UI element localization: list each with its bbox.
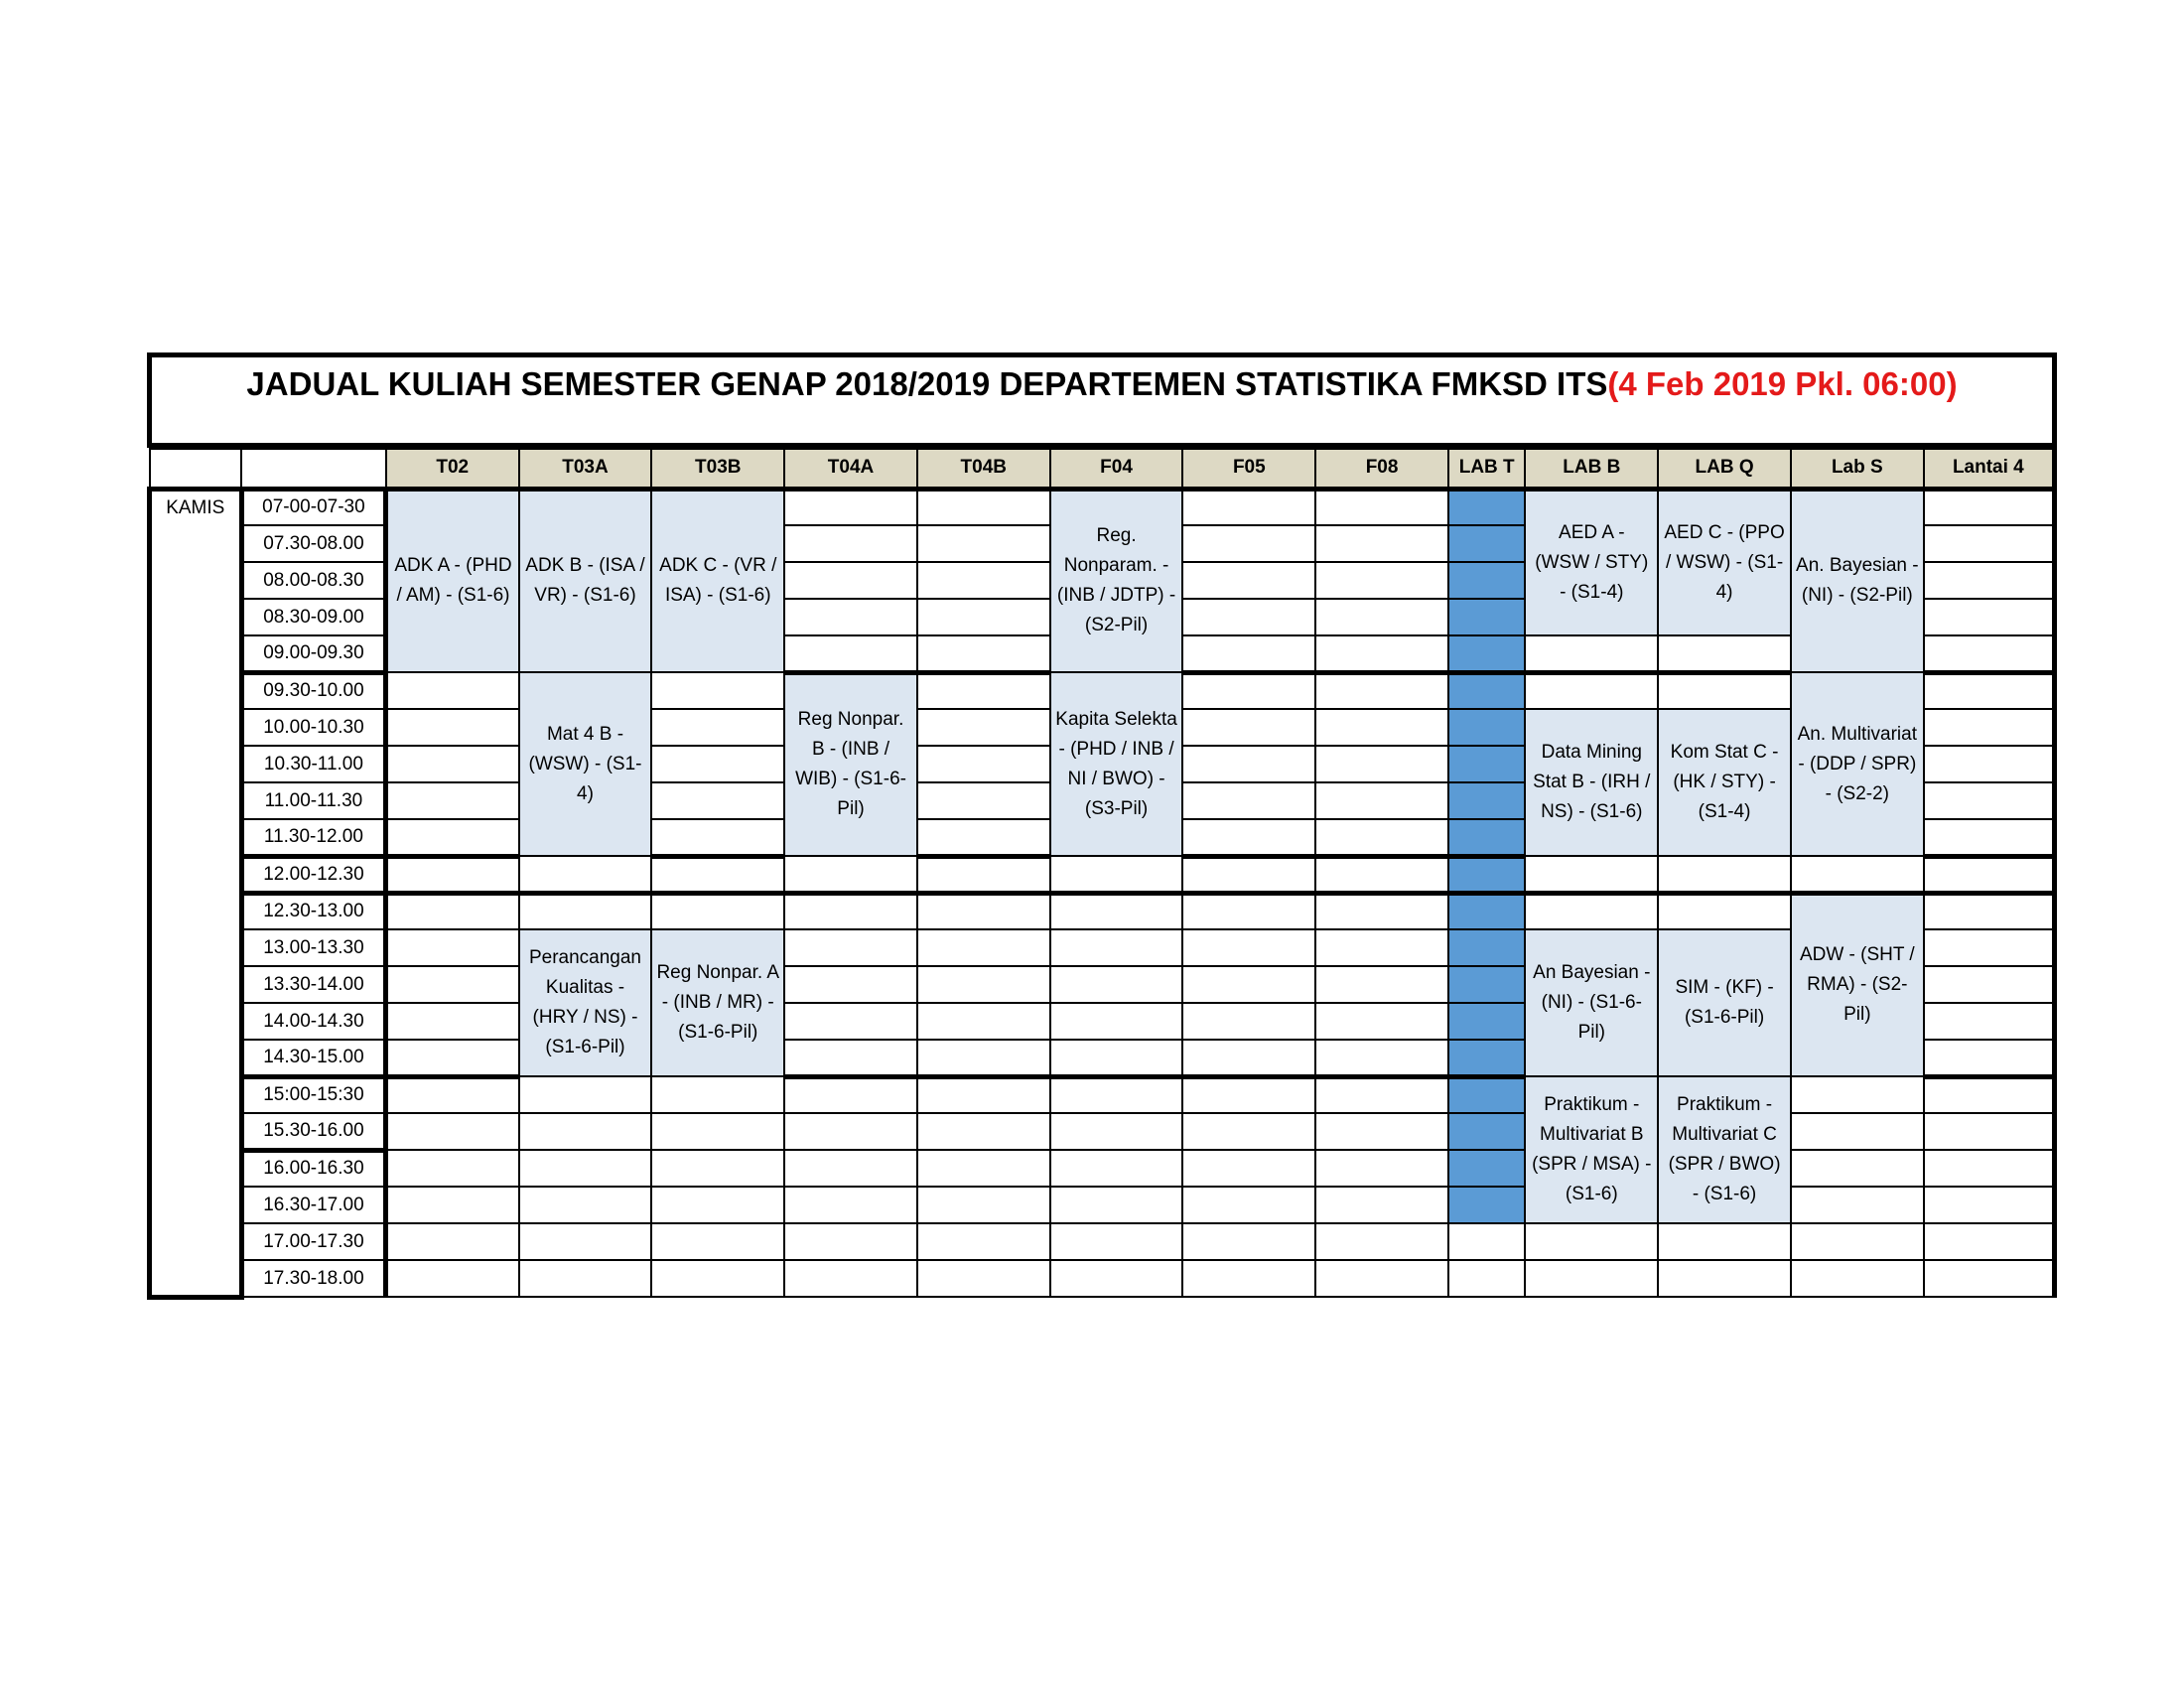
- day-label: KAMIS: [150, 489, 242, 1297]
- empty-slot[interactable]: [1924, 782, 2055, 819]
- empty-slot[interactable]: [1315, 1150, 1448, 1187]
- room-header: F08: [1315, 449, 1448, 489]
- title-box: [147, 352, 2057, 448]
- lab-blocked-cell: [1448, 1113, 1525, 1150]
- empty-slot[interactable]: [1050, 1223, 1183, 1260]
- empty-slot[interactable]: [1315, 746, 1448, 782]
- time-slot: 07-00-07-30: [241, 489, 386, 525]
- empty-slot[interactable]: [1315, 929, 1448, 966]
- empty-slot[interactable]: [784, 966, 917, 1003]
- empty-slot[interactable]: [1658, 1260, 1791, 1297]
- empty-slot[interactable]: [386, 966, 519, 1003]
- empty-slot[interactable]: [1315, 1076, 1448, 1113]
- empty-slot[interactable]: [651, 709, 784, 746]
- empty-slot[interactable]: [1525, 635, 1658, 672]
- empty-slot[interactable]: [1182, 1003, 1315, 1040]
- title-date: (4 Feb 2019 Pkl. 06:00): [1607, 365, 1958, 402]
- empty-slot[interactable]: [519, 1076, 652, 1113]
- lab-blocked-cell: [1448, 525, 1525, 562]
- room-header: F05: [1182, 449, 1315, 489]
- room-header: Lab S: [1791, 449, 1924, 489]
- time-slot: 10.00-10.30: [241, 709, 386, 746]
- empty-slot[interactable]: [1924, 709, 2055, 746]
- time-slot: 16.00-16.30: [241, 1150, 386, 1187]
- empty-slot[interactable]: [1924, 1260, 2055, 1297]
- empty-slot[interactable]: [1791, 856, 1924, 893]
- empty-slot[interactable]: [519, 1223, 652, 1260]
- empty-slot[interactable]: [1658, 856, 1791, 893]
- course-block[interactable]: ADK C - (VR / ISA) - (S1-6): [651, 489, 784, 672]
- empty-slot[interactable]: [1315, 966, 1448, 1003]
- empty-slot[interactable]: [1050, 856, 1183, 893]
- empty-slot[interactable]: [1924, 1223, 2055, 1260]
- time-slot: 12.30-13.00: [241, 893, 386, 929]
- empty-slot[interactable]: [651, 1260, 784, 1297]
- empty-slot[interactable]: [784, 489, 917, 525]
- empty-slot[interactable]: [386, 746, 519, 782]
- course-block[interactable]: Kapita Selekta - (PHD / INB / NI / BWO) - (S3-Pil): [1050, 672, 1183, 856]
- empty-slot[interactable]: [1182, 1113, 1315, 1150]
- empty-slot[interactable]: [386, 1040, 519, 1076]
- empty-slot[interactable]: [917, 635, 1050, 672]
- empty-slot[interactable]: [917, 893, 1050, 929]
- header-blank-day: [150, 449, 242, 489]
- empty-slot[interactable]: [519, 893, 652, 929]
- empty-slot[interactable]: [1315, 489, 1448, 525]
- course-block[interactable]: ADK B - (ISA / VR) - (S1-6): [519, 489, 652, 672]
- empty-slot[interactable]: [917, 1040, 1050, 1076]
- empty-slot[interactable]: [1924, 635, 2055, 672]
- room-header: T02: [386, 449, 519, 489]
- empty-slot[interactable]: [1050, 1187, 1183, 1223]
- room-header: LAB Q: [1658, 449, 1791, 489]
- empty-slot[interactable]: [519, 1260, 652, 1297]
- lab-blocked-cell: [1448, 1187, 1525, 1223]
- time-slot: 17.00-17.30: [241, 1223, 386, 1260]
- time-slot: 10.30-11.00: [241, 746, 386, 782]
- empty-slot[interactable]: [1182, 966, 1315, 1003]
- empty-slot[interactable]: [1315, 1187, 1448, 1223]
- empty-slot[interactable]: [1315, 1040, 1448, 1076]
- empty-slot[interactable]: [386, 1223, 519, 1260]
- empty-slot[interactable]: [519, 1150, 652, 1187]
- empty-slot[interactable]: [651, 782, 784, 819]
- empty-slot[interactable]: [651, 1150, 784, 1187]
- empty-slot[interactable]: [386, 1187, 519, 1223]
- course-block[interactable]: ADW - (SHT / RMA) - (S2-Pil): [1791, 893, 1924, 1076]
- empty-slot[interactable]: [1924, 599, 2055, 635]
- course-block[interactable]: AED A - (WSW / STY) - (S1-4): [1525, 489, 1658, 635]
- time-slot: 09.00-09.30: [241, 635, 386, 672]
- time-slot: 14.00-14.30: [241, 1003, 386, 1040]
- lab-blocked-cell: [1448, 782, 1525, 819]
- time-slot: 08.30-09.00: [241, 599, 386, 635]
- empty-slot[interactable]: [386, 1150, 519, 1187]
- course-block[interactable]: Data Mining Stat B - (IRH / NS) - (S1-6): [1525, 709, 1658, 856]
- empty-slot[interactable]: [1924, 819, 2055, 856]
- empty-slot[interactable]: [917, 819, 1050, 856]
- empty-slot[interactable]: [1315, 709, 1448, 746]
- empty-slot[interactable]: [784, 1040, 917, 1076]
- empty-slot[interactable]: [1182, 709, 1315, 746]
- empty-slot[interactable]: [1182, 599, 1315, 635]
- empty-slot[interactable]: [1525, 1223, 1658, 1260]
- empty-slot[interactable]: [1050, 1003, 1183, 1040]
- empty-slot[interactable]: [917, 672, 1050, 709]
- empty-slot[interactable]: [519, 856, 652, 893]
- time-slot: 09.30-10.00: [241, 672, 386, 709]
- room-header: T04A: [784, 449, 917, 489]
- empty-slot[interactable]: [917, 1076, 1050, 1113]
- empty-slot[interactable]: [1924, 856, 2055, 893]
- empty-slot[interactable]: [1182, 782, 1315, 819]
- empty-slot[interactable]: [1658, 1223, 1791, 1260]
- course-block[interactable]: ADK A - (PHD / AM) - (S1-6): [386, 489, 519, 672]
- empty-slot[interactable]: [1182, 672, 1315, 709]
- empty-slot[interactable]: [386, 856, 519, 893]
- empty-slot[interactable]: [917, 599, 1050, 635]
- empty-slot[interactable]: [1182, 1040, 1315, 1076]
- empty-slot[interactable]: [784, 635, 917, 672]
- empty-slot[interactable]: [784, 1187, 917, 1223]
- empty-slot[interactable]: [386, 819, 519, 856]
- empty-slot[interactable]: [1924, 489, 2055, 525]
- course-block[interactable]: An. Multivariat - (DDP / SPR) - (S2-2): [1791, 672, 1924, 856]
- room-header: LAB B: [1525, 449, 1658, 489]
- empty-slot[interactable]: [1182, 489, 1315, 525]
- lab-blocked-cell: [1448, 819, 1525, 856]
- empty-slot[interactable]: [519, 1187, 652, 1223]
- empty-slot[interactable]: [917, 856, 1050, 893]
- empty-slot[interactable]: [386, 929, 519, 966]
- empty-slot[interactable]: [917, 562, 1050, 599]
- empty-slot[interactable]: [784, 893, 917, 929]
- empty-slot[interactable]: [519, 1113, 652, 1150]
- time-slot: 13.30-14.00: [241, 966, 386, 1003]
- empty-slot[interactable]: [1924, 746, 2055, 782]
- empty-slot[interactable]: [1182, 746, 1315, 782]
- empty-slot[interactable]: [1182, 1187, 1315, 1223]
- empty-slot[interactable]: [651, 893, 784, 929]
- empty-slot[interactable]: [651, 1076, 784, 1113]
- empty-slot[interactable]: [784, 525, 917, 562]
- empty-slot[interactable]: [651, 856, 784, 893]
- empty-slot[interactable]: [386, 1076, 519, 1113]
- course-block[interactable]: Kom Stat C - (HK / STY) - (S1-4): [1658, 709, 1791, 856]
- header-blank-time: [241, 449, 386, 489]
- empty-slot[interactable]: [917, 489, 1050, 525]
- empty-slot[interactable]: [1924, 1076, 2055, 1113]
- empty-slot[interactable]: [1791, 1076, 1924, 1113]
- empty-slot[interactable]: [784, 1260, 917, 1297]
- course-block[interactable]: Reg. Nonparam. - (INB / JDTP) - (S2-Pil): [1050, 489, 1183, 672]
- empty-slot[interactable]: [1050, 1150, 1183, 1187]
- empty-slot[interactable]: [1525, 1260, 1658, 1297]
- empty-slot[interactable]: [917, 1113, 1050, 1150]
- empty-slot[interactable]: [917, 1150, 1050, 1187]
- lab-blocked-cell: [1448, 489, 1525, 525]
- lab-blocked-cell: [1448, 562, 1525, 599]
- empty-slot[interactable]: [1182, 525, 1315, 562]
- empty-slot[interactable]: [1182, 856, 1315, 893]
- empty-slot[interactable]: [1315, 856, 1448, 893]
- empty-slot[interactable]: [917, 782, 1050, 819]
- empty-slot[interactable]: [1182, 1223, 1315, 1260]
- empty-slot[interactable]: [784, 562, 917, 599]
- lab-blocked-cell: [1448, 1150, 1525, 1187]
- empty-slot[interactable]: [1182, 635, 1315, 672]
- time-slot: 14.30-15.00: [241, 1040, 386, 1076]
- empty-slot[interactable]: [1791, 1223, 1924, 1260]
- empty-slot[interactable]: [784, 1076, 917, 1113]
- empty-slot[interactable]: [1050, 1113, 1183, 1150]
- empty-slot[interactable]: [386, 1260, 519, 1297]
- title-main: JADUAL KULIAH SEMESTER GENAP 2018/2019 DEPARTEMEN STATISTIKA FMKSD ITS: [246, 365, 1608, 402]
- lab-blocked-cell: [1448, 893, 1525, 929]
- empty-slot[interactable]: [1182, 819, 1315, 856]
- empty-slot[interactable]: [1924, 672, 2055, 709]
- empty-slot[interactable]: [386, 782, 519, 819]
- empty-slot[interactable]: [1658, 672, 1791, 709]
- empty-slot[interactable]: [1658, 893, 1791, 929]
- empty-slot[interactable]: [1315, 782, 1448, 819]
- time-slot: 16.30-17.00: [241, 1187, 386, 1223]
- empty-slot[interactable]: [1791, 1260, 1924, 1297]
- empty-slot[interactable]: [917, 525, 1050, 562]
- empty-slot[interactable]: [1182, 1150, 1315, 1187]
- empty-slot[interactable]: [917, 1187, 1050, 1223]
- empty-slot[interactable]: [1525, 893, 1658, 929]
- empty-slot[interactable]: [784, 856, 917, 893]
- time-slot: 11.30-12.00: [241, 819, 386, 856]
- empty-slot[interactable]: [784, 1150, 917, 1187]
- time-slot: 15.30-16.00: [241, 1113, 386, 1150]
- empty-slot[interactable]: [651, 672, 784, 709]
- empty-slot[interactable]: [1525, 856, 1658, 893]
- empty-slot[interactable]: [784, 929, 917, 966]
- schedule-table: [147, 448, 2057, 1300]
- lab-blocked-cell: [1448, 1076, 1525, 1113]
- room-header: F04: [1050, 449, 1183, 489]
- empty-slot[interactable]: [1791, 1113, 1924, 1150]
- time-slot: 17.30-18.00: [241, 1260, 386, 1297]
- empty-slot[interactable]: [1315, 1113, 1448, 1150]
- empty-slot[interactable]: [386, 1113, 519, 1150]
- empty-slot[interactable]: [1050, 1040, 1183, 1076]
- lab-blocked-cell: [1448, 709, 1525, 746]
- empty-slot[interactable]: [1315, 672, 1448, 709]
- empty-slot[interactable]: [1315, 599, 1448, 635]
- course-block[interactable]: Mat 4 B - (WSW) - (S1-4): [519, 672, 652, 856]
- empty-slot[interactable]: [651, 1223, 784, 1260]
- empty-slot[interactable]: [1315, 635, 1448, 672]
- empty-slot[interactable]: [1050, 929, 1183, 966]
- empty-slot[interactable]: [1791, 1187, 1924, 1223]
- empty-slot[interactable]: [784, 599, 917, 635]
- course-block[interactable]: AED C - (PPO / WSW) - (S1-4): [1658, 489, 1791, 635]
- empty-slot[interactable]: [651, 819, 784, 856]
- empty-slot[interactable]: [1924, 929, 2055, 966]
- time-slot: 08.00-08.30: [241, 562, 386, 599]
- schedule-sheet: [147, 352, 2057, 1391]
- empty-slot[interactable]: [1924, 1150, 2055, 1187]
- empty-slot[interactable]: [1182, 893, 1315, 929]
- empty-slot[interactable]: [917, 746, 1050, 782]
- lab-blocked-cell: [1448, 856, 1525, 893]
- empty-slot[interactable]: [651, 746, 784, 782]
- empty-slot[interactable]: [784, 1003, 917, 1040]
- empty-slot[interactable]: [386, 893, 519, 929]
- lab-blocked-cell: [1448, 929, 1525, 966]
- course-block[interactable]: Reg Nonpar. A - (INB / MR) - (S1-6-Pil): [651, 929, 784, 1076]
- empty-slot[interactable]: [1050, 893, 1183, 929]
- empty-slot[interactable]: [1182, 562, 1315, 599]
- empty-slot[interactable]: [917, 929, 1050, 966]
- empty-slot[interactable]: [1315, 525, 1448, 562]
- lab-blocked-cell: [1448, 635, 1525, 672]
- empty-slot[interactable]: [917, 1223, 1050, 1260]
- lab-blocked-cell: [1448, 1003, 1525, 1040]
- empty-slot[interactable]: [1315, 819, 1448, 856]
- lab-blocked-cell: [1448, 746, 1525, 782]
- empty-slot[interactable]: [1924, 1113, 2055, 1150]
- empty-slot[interactable]: [1924, 893, 2055, 929]
- empty-slot[interactable]: [1315, 1223, 1448, 1260]
- empty-slot[interactable]: [651, 1187, 784, 1223]
- empty-slot[interactable]: [1525, 672, 1658, 709]
- course-block[interactable]: Praktikum - Multivariat B (SPR / MSA) - (S1-6): [1525, 1076, 1658, 1223]
- room-header: T04B: [917, 449, 1050, 489]
- course-block[interactable]: Perancangan Kualitas - (HRY / NS) - (S1-6-Pil): [519, 929, 652, 1076]
- time-slot: 15:00-15:30: [241, 1076, 386, 1113]
- room-header: LAB T: [1448, 449, 1525, 489]
- empty-slot[interactable]: [1448, 1260, 1525, 1297]
- empty-slot[interactable]: [917, 966, 1050, 1003]
- empty-slot[interactable]: [784, 1113, 917, 1150]
- empty-slot[interactable]: [1791, 1150, 1924, 1187]
- time-slot: 13.00-13.30: [241, 929, 386, 966]
- empty-slot[interactable]: [1924, 966, 2055, 1003]
- empty-slot[interactable]: [1924, 562, 2055, 599]
- lab-blocked-cell: [1448, 966, 1525, 1003]
- course-block[interactable]: Praktikum - Multivariat C (SPR / BWO) - (S1-6): [1658, 1076, 1791, 1223]
- empty-slot[interactable]: [1924, 525, 2055, 562]
- empty-slot[interactable]: [386, 1003, 519, 1040]
- empty-slot[interactable]: [1315, 1003, 1448, 1040]
- time-slot: 12.00-12.30: [241, 856, 386, 893]
- empty-slot[interactable]: [1182, 1076, 1315, 1113]
- empty-slot[interactable]: [1182, 1260, 1315, 1297]
- time-slot: 11.00-11.30: [241, 782, 386, 819]
- course-block[interactable]: An Bayesian - (NI) - (S1-6-Pil): [1525, 929, 1658, 1076]
- empty-slot[interactable]: [1050, 966, 1183, 1003]
- empty-slot[interactable]: [917, 709, 1050, 746]
- empty-slot[interactable]: [1448, 1223, 1525, 1260]
- empty-slot[interactable]: [917, 1003, 1050, 1040]
- empty-slot[interactable]: [1924, 1040, 2055, 1076]
- course-block[interactable]: SIM - (KF) - (S1-6-Pil): [1658, 929, 1791, 1076]
- room-header: Lantai 4: [1924, 449, 2055, 489]
- empty-slot[interactable]: [1315, 893, 1448, 929]
- course-block[interactable]: Reg Nonpar. B - (INB / WIB) - (S1-6-Pil): [784, 672, 917, 856]
- empty-slot[interactable]: [386, 709, 519, 746]
- lab-blocked-cell: [1448, 599, 1525, 635]
- empty-slot[interactable]: [1658, 635, 1791, 672]
- page-title: [152, 365, 2052, 403]
- empty-slot[interactable]: [784, 1223, 917, 1260]
- empty-slot[interactable]: [1050, 1076, 1183, 1113]
- empty-slot[interactable]: [1924, 1187, 2055, 1223]
- room-header: T03A: [519, 449, 652, 489]
- empty-slot[interactable]: [1050, 1260, 1183, 1297]
- empty-slot[interactable]: [917, 1260, 1050, 1297]
- lab-blocked-cell: [1448, 1040, 1525, 1076]
- room-header: T03B: [651, 449, 784, 489]
- time-slot: 07.30-08.00: [241, 525, 386, 562]
- lab-blocked-cell: [1448, 672, 1525, 709]
- course-block[interactable]: An. Bayesian - (NI) - (S2-Pil): [1791, 489, 1924, 672]
- empty-slot[interactable]: [1924, 1003, 2055, 1040]
- empty-slot[interactable]: [1182, 929, 1315, 966]
- empty-slot[interactable]: [386, 672, 519, 709]
- empty-slot[interactable]: [651, 1113, 784, 1150]
- empty-slot[interactable]: [1315, 1260, 1448, 1297]
- empty-slot[interactable]: [1315, 562, 1448, 599]
